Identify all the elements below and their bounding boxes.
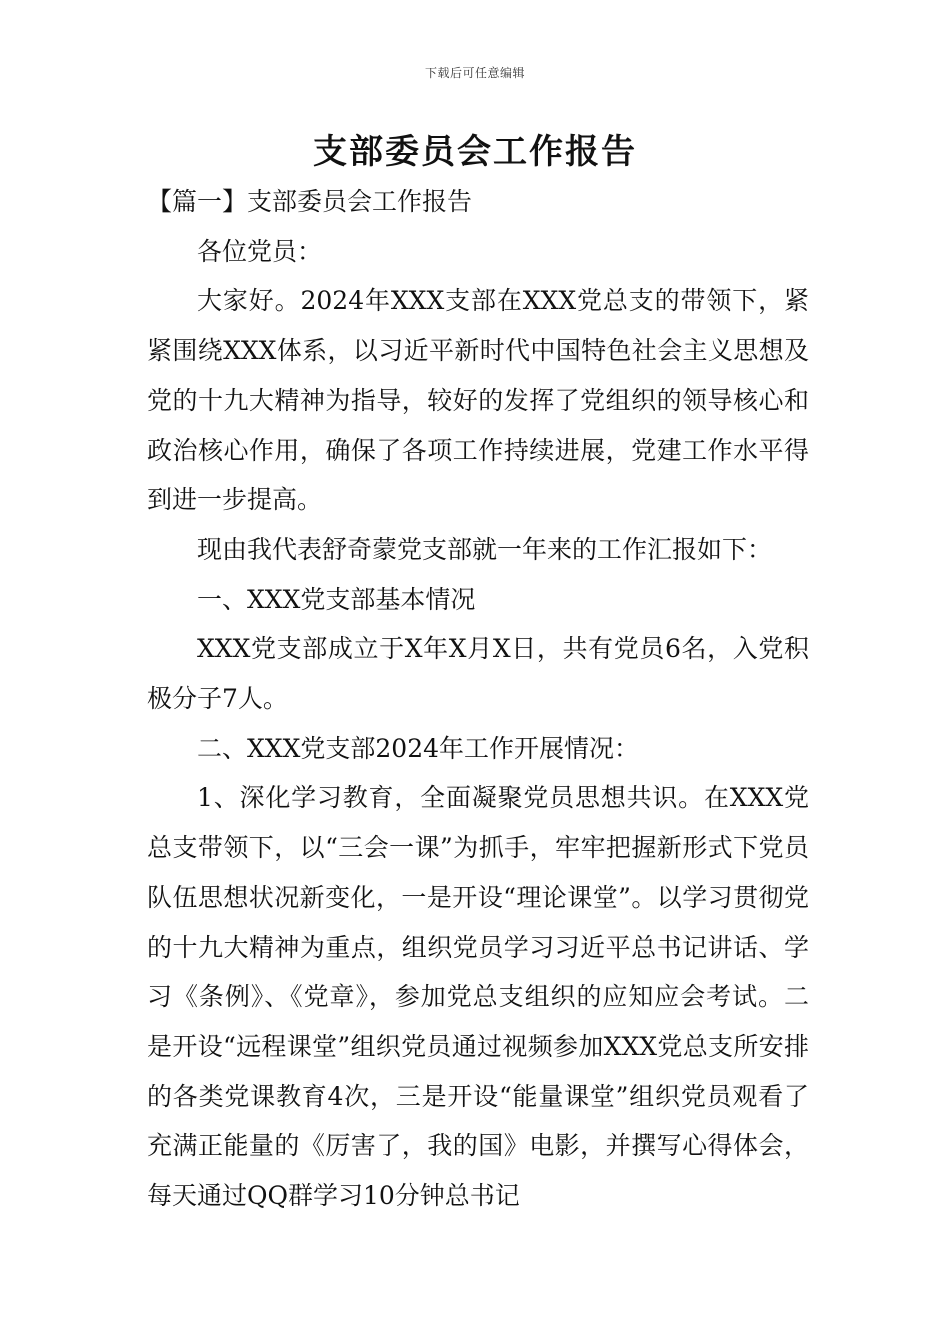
paragraph-intro: 大家好。2024年XXX支部在XXX党总支的带领下，紧紧围绕XXX体系，以习近平新时代中国特色社会主义思想及党的十九大精神为指导，较好的发挥了党组织的领导核心和政治核心作用，确保了各项工作持续进展，党建工作水平得到进一步提高。	[147, 286, 809, 515]
paragraph-basic-info: XXX党支部成立于X年X月X日，共有党员6名，入党积极分子7人。	[147, 634, 809, 714]
header-note: 下载后可任意编辑	[424, 66, 525, 80]
section-heading: 【篇一】支部委员会工作报告	[147, 187, 473, 216]
paragraph-study-education: 1、深化学习教育，全面凝聚党员思想共识。在XXX党总支带领下，以“三会一课”为抓手，牢牢把握新形式下党员队伍思想状况新变化，一是开设“理论课堂”。以学习贯彻党的十九大精神为重点，组织党员学习习近平总书记讲话、学习《条例》、《党章》，参加党总支组织的应知应会考试。二是开设“远程课堂”组织党员通过视频参加XXX党总支所安排的各类党课教育4次，三是开设“能量课堂”组织党员观看了充满正能量的《厉害了，我的国》电影，并撰写心得体会，每天通过QQ群学习10分钟总书记	[147, 783, 809, 1211]
paragraph-greeting: 各位党员：	[197, 236, 323, 266]
page-title: 支部委员会工作报告	[313, 132, 637, 172]
paragraph-heading-basic-info: 一、XXX党支部基本情况	[197, 584, 476, 614]
paragraph-report-lead: 现由我代表舒奇蒙党支部就一年来的工作汇报如下：	[197, 534, 773, 564]
paragraph-heading-work: 二、XXX党支部2024年工作开展情况：	[197, 733, 640, 763]
document-body	[147, 177, 809, 1221]
